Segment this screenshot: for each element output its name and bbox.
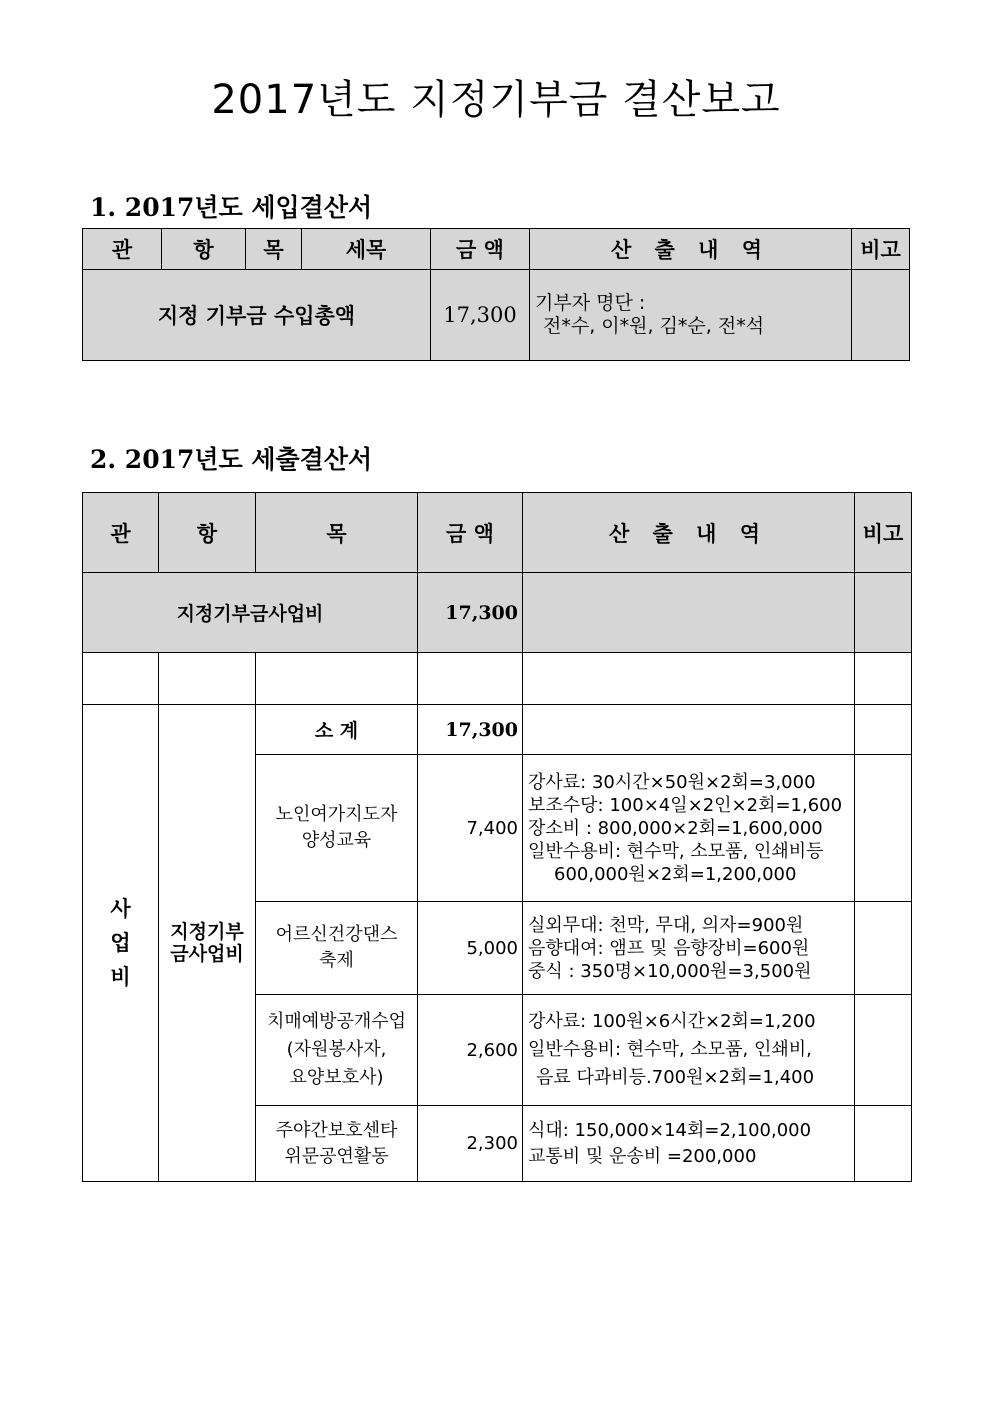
- item-amount: 7,400: [418, 755, 523, 902]
- header-mok: 목: [246, 229, 302, 270]
- detail-line: 일반수용비: 현수막, 소모품, 인쇄비,: [528, 1039, 812, 1060]
- blank-cell: [256, 653, 418, 705]
- page-title: 2017년도 지정기부금 결산보고: [211, 77, 781, 123]
- item-name-line: 축제: [319, 950, 354, 971]
- item-amount: 5,000: [418, 902, 523, 995]
- detail-line: 강사료: 100원×6시간×2회=1,200: [528, 1011, 816, 1032]
- item-name-line: 주야간보호센타: [275, 1119, 398, 1141]
- blank-cell: [159, 653, 256, 705]
- item-note: [855, 755, 912, 902]
- hang-line: 지정기부: [170, 921, 244, 943]
- item-details: [523, 995, 855, 1106]
- subtotal-note: [855, 705, 912, 755]
- header-gwan: 관: [83, 493, 159, 573]
- hang-line: 금사업비: [170, 943, 244, 965]
- expense-total-amount: 17,300: [418, 573, 523, 653]
- header-amount: 금 액: [431, 229, 530, 270]
- header-gwan: 관: [83, 229, 162, 270]
- expense-table: [82, 492, 912, 1182]
- item-details: [523, 755, 855, 902]
- detail-line: 중식 : 350명×10,000원=3,500원: [528, 960, 812, 982]
- item-name-line: (자원봉사자,: [286, 1039, 387, 1060]
- item-name: [256, 902, 418, 995]
- item-name: [256, 1106, 418, 1182]
- header-detail: 산 출 내 역: [523, 493, 855, 573]
- gwan-char: 비: [110, 964, 131, 989]
- item-name-line: 요양보호사): [289, 1067, 384, 1088]
- item-amount: 2,600: [418, 995, 523, 1106]
- donor-names: 전*수, 이*원, 김*순, 전*석: [543, 315, 765, 337]
- header-semok: 세목: [302, 229, 431, 270]
- item-note: [855, 902, 912, 995]
- blank-cell: [418, 653, 523, 705]
- donor-list: [530, 270, 852, 361]
- gwan-char: 업: [110, 930, 131, 955]
- item-name-line: 양성교육: [301, 830, 372, 851]
- detail-line: 음료 다과비등.700원×2회=1,400: [536, 1067, 815, 1088]
- detail-line: 음향대여: 앰프 및 음향장비=600원: [528, 937, 810, 959]
- item-details: [523, 1106, 855, 1182]
- donor-list-title: 기부자 명단 :: [535, 292, 646, 314]
- item-name-line: 치매예방공개수업: [266, 1011, 407, 1032]
- expense-total-detail: [523, 573, 855, 653]
- blank-cell: [523, 653, 855, 705]
- header-hang: 항: [162, 229, 246, 270]
- item-name: [256, 995, 418, 1106]
- item-name-line: 어르신건강댄스: [275, 924, 398, 945]
- expense-section-heading: 2. 2017년도 세출결산서: [90, 445, 373, 474]
- subtotal-amount: 17,300: [418, 705, 523, 755]
- header-detail: 산 출 내 역: [530, 229, 852, 270]
- header-note: 비고: [855, 493, 912, 573]
- detail-line: 실외무대: 천막, 무대, 의자=900원: [528, 914, 804, 936]
- blank-cell: [855, 653, 912, 705]
- subtotal-detail: [523, 705, 855, 755]
- detail-line: 600,000원×2회=1,200,000: [554, 863, 797, 885]
- gwan-char: 사: [110, 896, 131, 921]
- blank-cell: [83, 653, 159, 705]
- expense-total-note: [855, 573, 912, 653]
- detail-line: 일반수용비: 현수막, 소모품, 인쇄비등: [528, 840, 824, 862]
- item-details: [523, 902, 855, 995]
- header-hang: 항: [159, 493, 256, 573]
- item-name-line: 위문공연활동: [284, 1145, 389, 1167]
- header-amount: 금 액: [418, 493, 523, 573]
- header-note: 비고: [852, 229, 910, 270]
- expense-total-label: 지정기부금사업비: [83, 573, 418, 653]
- income-note: [852, 270, 910, 361]
- income-section-heading: 1. 2017년도 세입결산서: [90, 193, 373, 222]
- income-total-amount: 17,300: [431, 270, 530, 361]
- item-name-line: 노인여가지도자: [275, 804, 398, 825]
- income-total-label: 지정 기부금 수입총액: [83, 270, 431, 361]
- hang-designated-donation: [159, 705, 256, 1182]
- item-note: [855, 1106, 912, 1182]
- item-note: [855, 995, 912, 1106]
- item-name: [256, 755, 418, 902]
- header-mok: 목: [256, 493, 418, 573]
- item-amount: 2,300: [418, 1106, 523, 1182]
- detail-line: 교통비 및 운송비 =200,000: [528, 1145, 757, 1167]
- subtotal-label: 소 계: [256, 705, 418, 755]
- detail-line: 강사료: 30시간×50원×2회=3,000: [528, 771, 816, 793]
- gwan-business-expense: [83, 705, 159, 1182]
- detail-line: 장소비 : 800,000×2회=1,600,000: [528, 817, 823, 839]
- detail-line: 식대: 150,000×14회=2,100,000: [528, 1119, 812, 1141]
- detail-line: 보조수당: 100×4일×2인×2회=1,600: [528, 794, 843, 816]
- income-table: [82, 228, 910, 361]
